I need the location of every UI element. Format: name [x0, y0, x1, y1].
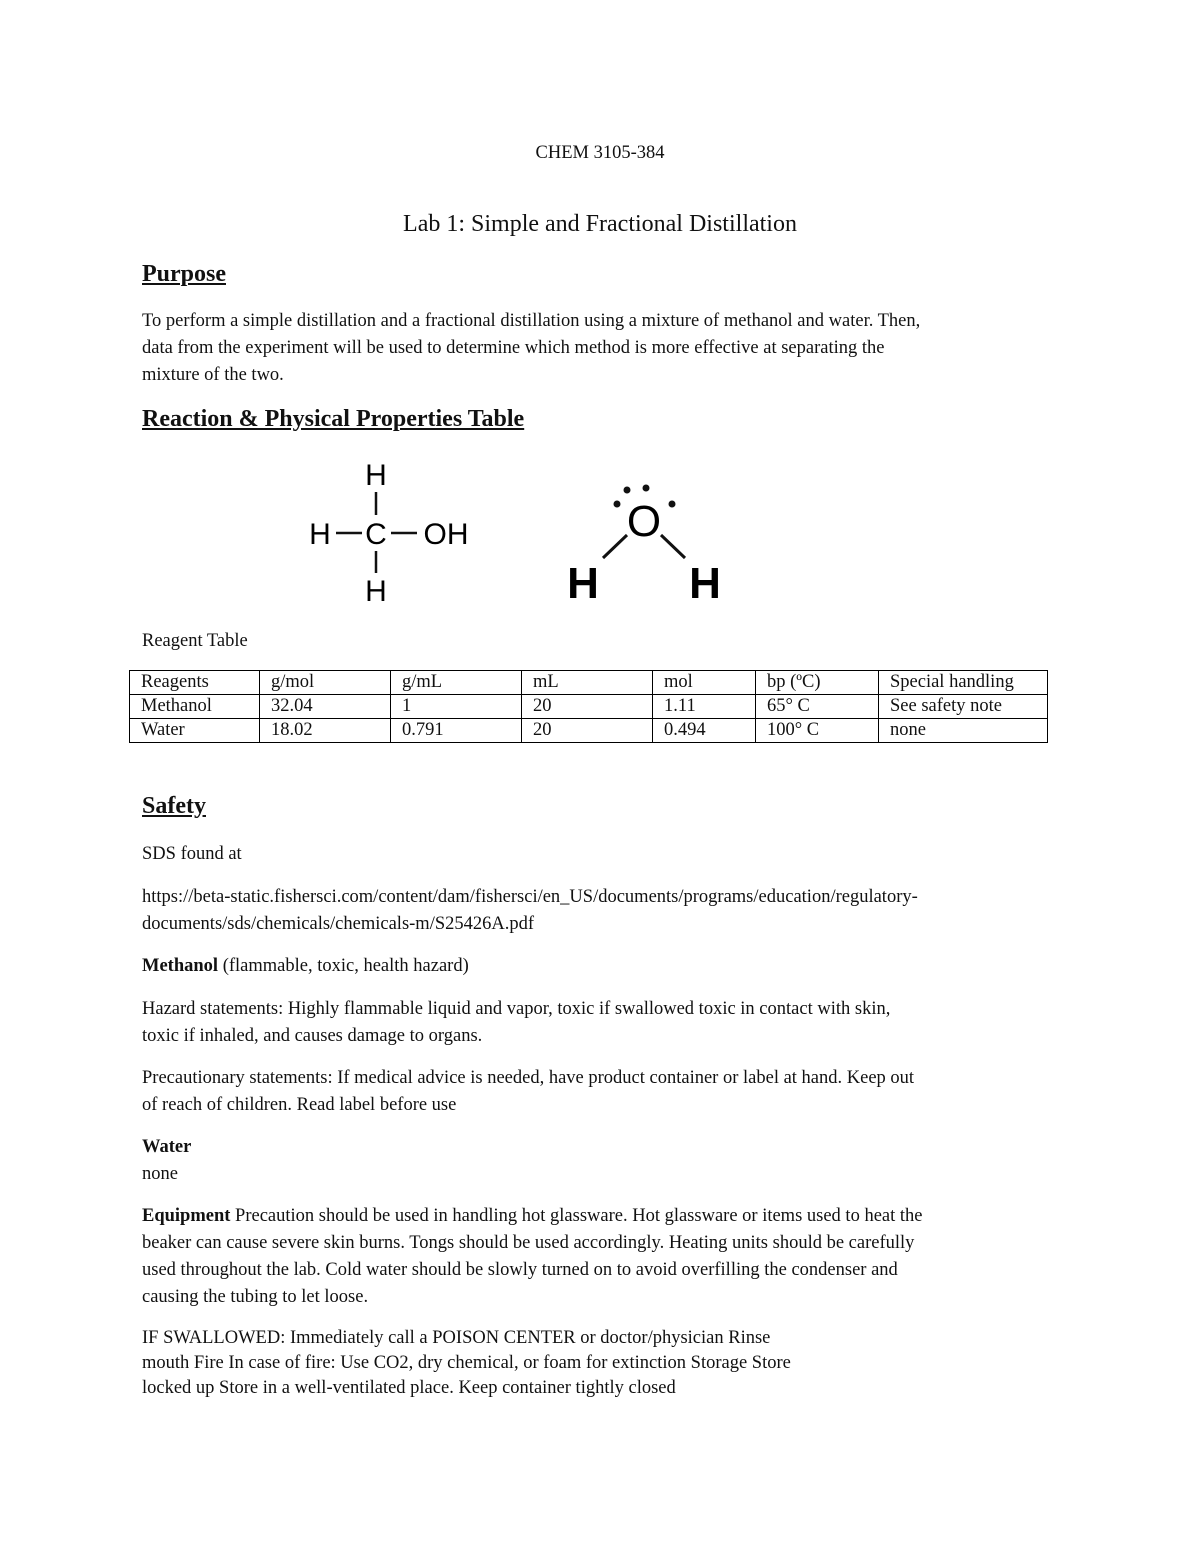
atom-h-top: H: [365, 459, 387, 492]
table-cell: Water: [130, 719, 260, 743]
table-cell: 1.11: [653, 695, 756, 719]
table-header-cell: g/mL: [391, 671, 522, 695]
atom-h-left: H: [567, 559, 599, 606]
hazard-statements: [142, 996, 890, 1050]
atom-carbon: C: [365, 518, 387, 551]
equipment-label: Equipment: [142, 1206, 231, 1226]
water-safety: [142, 1134, 191, 1188]
precaution-line: Precautionary statements: If medical advice is needed, have product container or label at hand. Keep out: [142, 1068, 915, 1088]
water-text: none: [142, 1164, 178, 1184]
reagent-table-caption: Reagent Table: [142, 631, 248, 651]
swallow-line: locked up Store in a well-ventilated place. Keep container tightly closed: [142, 1378, 676, 1398]
purpose-line: mixture of the two.: [142, 365, 284, 385]
table-cell: 65° C: [756, 695, 879, 719]
purpose-text: [142, 308, 920, 389]
atom-oxygen: O: [626, 497, 662, 546]
swallow-line: IF SWALLOWED: Immediately call a POISON CENTER or doctor/physician Rinse: [142, 1328, 771, 1348]
precautionary-statements: [142, 1065, 914, 1119]
table-header-cell: mL: [522, 671, 653, 695]
table-header-cell: Special handling: [879, 671, 1048, 695]
lab-title: Lab 1: Simple and Fractional Distillation: [403, 211, 797, 237]
table-row: [130, 695, 1048, 719]
table-cell: 0.791: [391, 719, 522, 743]
table-header-cell: mol: [653, 671, 756, 695]
sds-url-line[interactable]: documents/sds/chemicals/chemicals-m/S25426A.pdf: [142, 914, 535, 934]
purpose-heading: Purpose: [142, 261, 226, 287]
reagent-table: [129, 670, 1048, 743]
swallow-line: mouth Fire In case of fire: Use CO2, dry chemical, or foam for extinction Storage Store: [142, 1353, 791, 1373]
equipment-safety: [142, 1203, 922, 1311]
equipment-line: used throughout the lab. Cold water should be slowly turned on to avoid overfilling the condenser and: [142, 1260, 898, 1280]
atom-oh: OH: [423, 518, 469, 551]
purpose-line: data from the experiment will be used to determine which method is more effective at separating the: [142, 338, 885, 358]
safety-heading: Safety: [142, 793, 206, 819]
hazard-line: Hazard statements: Highly flammable liquid and vapor, toxic if swallowed toxic in contact with skin,: [142, 999, 891, 1019]
hazard-line: toxic if inhaled, and causes damage to organs.: [142, 1026, 483, 1046]
reaction-heading: Reaction & Physical Properties Table: [142, 406, 525, 432]
equipment-line: beaker can cause severe skin burns. Tongs should be used accordingly. Heating units should be carefully: [142, 1233, 915, 1253]
water-label: Water: [142, 1137, 192, 1157]
precaution-line: of reach of children. Read label before use: [142, 1095, 457, 1115]
table-header-cell: bp (ºC): [756, 671, 879, 695]
table-header-cell: g/mol: [260, 671, 391, 695]
first-aid-storage: [142, 1326, 791, 1401]
methanol-hazard-summary: [142, 953, 469, 980]
equipment-line: Precaution should be used in handling hot glassware. Hot glassware or items used to heat the: [235, 1206, 923, 1226]
equipment-line: causing the tubing to let loose.: [142, 1287, 369, 1307]
table-cell: 100° C: [756, 719, 879, 743]
purpose-line: To perform a simple distillation and a fractional distillation using a mixture of methanol and water. Then,: [142, 311, 921, 331]
lone-pair-dot: [624, 487, 631, 494]
sds-url-line[interactable]: https://beta-static.fishersci.com/content/dam/fishersci/en_US/documents/programs/education/regulatory-: [142, 887, 918, 907]
table-cell: 18.02: [260, 719, 391, 743]
table-row: [130, 719, 1048, 743]
table-cell: See safety note: [879, 695, 1048, 719]
table-cell: 20: [522, 719, 653, 743]
table-cell: Methanol: [130, 695, 260, 719]
course-code: CHEM 3105-384: [535, 143, 665, 163]
atom-h-bottom: H: [365, 575, 387, 605]
table-cell: 32.04: [260, 695, 391, 719]
methanol-structure: [300, 455, 480, 605]
sds-link[interactable]: [142, 884, 918, 938]
water-structure: [555, 478, 735, 606]
sds-label: SDS found at: [142, 844, 242, 864]
lone-pair-dot: [614, 501, 621, 508]
lone-pair-dot: [669, 501, 676, 508]
atom-h-left: H: [309, 518, 331, 551]
methanol-hazards: (flammable, toxic, health hazard): [222, 956, 469, 976]
methanol-label: Methanol: [142, 956, 219, 976]
table-cell: 1: [391, 695, 522, 719]
table-cell: none: [879, 719, 1048, 743]
atom-h-right: H: [689, 559, 721, 606]
table-header-cell: Reagents: [130, 671, 260, 695]
table-header-row: [130, 671, 1048, 695]
table-cell: 20: [522, 695, 653, 719]
table-cell: 0.494: [653, 719, 756, 743]
lone-pair-dot: [643, 485, 650, 492]
